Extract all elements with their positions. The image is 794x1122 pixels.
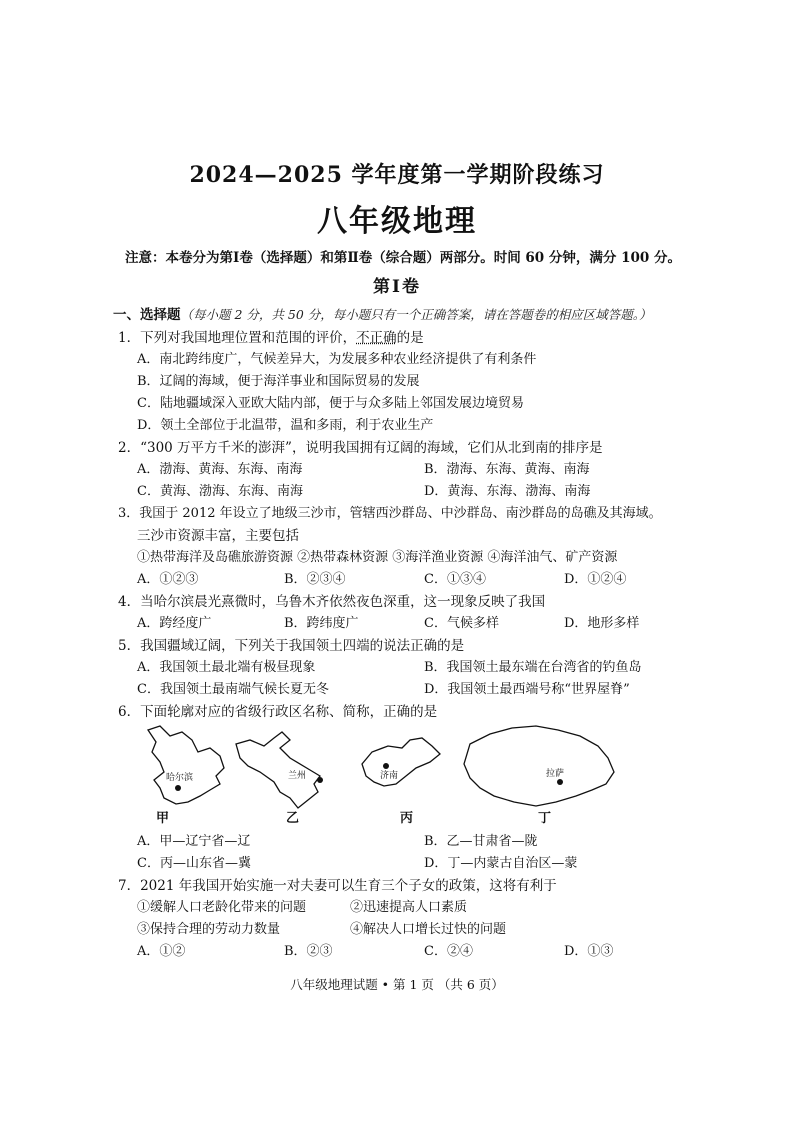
question-7-item: ②迅速提高人口素质 — [350, 900, 468, 915]
option: B．乙—甘肃省—陇 — [424, 834, 538, 849]
map-ding-outline — [464, 726, 614, 806]
map-jia-outline — [148, 726, 224, 804]
question-4-stem: 4．当哈尔滨晨光熹微时，乌鲁木齐依然夜色深重，这一现象反映了我国 — [118, 594, 546, 610]
option: C．①③④ — [424, 572, 486, 587]
map-yi-label: 乙 — [286, 811, 300, 826]
option: D．我国领土最西端号称“世界屋脊” — [424, 682, 630, 697]
option: C．陆地疆域深入亚欧大陆内部，便于与众多陆上邻国发展边境贸易 — [137, 396, 524, 411]
map-bing-label: 丙 — [400, 811, 414, 826]
emphasis: 不正确 — [356, 330, 397, 346]
option: B．辽阔的海域，便于海洋事业和国际贸易的发展 — [137, 374, 420, 389]
map-ding-label: 丁 — [538, 811, 552, 826]
map-bing-city: 济南 — [380, 770, 399, 780]
section-heading — [113, 303, 683, 323]
option: D．领土全部位于北温带，温和多雨，利于农业生产 — [137, 418, 434, 433]
question-7-item: ③保持合理的劳动力数量 — [137, 922, 281, 937]
option: B．渤海、东海、黄海、南海 — [424, 462, 590, 477]
option: B．我国领土最东端在台湾省的钓鱼岛 — [424, 660, 642, 675]
option: A．①②③ — [137, 572, 199, 587]
question-7-item: ①缓解人口老龄化带来的问题 — [137, 900, 307, 915]
question-5-stem: 5．我国疆域辽阔，下列关于我国领土四端的说法正确的是 — [118, 638, 465, 654]
option: A．跨经度广 — [137, 616, 212, 631]
map-jia-city: 哈尔滨 — [166, 772, 194, 782]
question-3-stem: 3．我国于 2012 年设立了地级三沙市，管辖西沙群岛、中沙群岛、南沙群岛的岛礁及其海域。 — [118, 506, 662, 521]
option: D．①③ — [564, 944, 614, 959]
map-yi-city: 兰州 — [288, 770, 307, 780]
question-2-stem: 2．“300 万平方千米的澎湃”，说明我国拥有辽阔的海域，它们从北到南的排序是 — [118, 440, 603, 456]
option: B．跨纬度广 — [284, 616, 359, 631]
exam-title: 2024—2025 学年度第一学期阶段练习 — [189, 162, 605, 188]
option: A．①② — [137, 944, 186, 959]
option: D．①②④ — [564, 572, 627, 587]
option: A．我国领土最北端有极昼现象 — [137, 660, 316, 675]
option: C．②④ — [424, 944, 473, 959]
option: C．丙—山东省—冀 — [137, 856, 251, 871]
exam-notice: 注意：本卷分为第Ⅰ卷（选择题）和第Ⅱ卷（综合题）两部分。时间 60 分钟，满分 100 分。 — [125, 250, 681, 266]
option: D．地形多样 — [564, 616, 640, 631]
question-3-items: ①热带海洋及岛礁旅游资源 ②热带森林资源 ③海洋渔业资源 ④海洋油气、矿产资源 — [137, 550, 618, 565]
city-marker — [557, 779, 563, 785]
city-marker — [383, 763, 389, 769]
question-3-stem-cont: 三沙市资源丰富，主要包括 — [137, 528, 299, 544]
option: A．甲—辽宁省—辽 — [137, 834, 251, 849]
option: A．南北跨纬度广，气候差异大，为发展多种农业经济提供了有利条件 — [137, 352, 537, 367]
map-jia-label: 甲 — [156, 811, 170, 826]
option: D．黄海、东海、渤海、南海 — [424, 484, 591, 499]
question-7-item: ④解决人口增长过快的问题 — [350, 922, 507, 937]
city-marker — [175, 785, 181, 791]
option: C．我国领土最南端气候长夏无冬 — [137, 682, 329, 697]
map-bing-outline — [362, 738, 440, 786]
option: D．丁—内蒙古自治区—蒙 — [424, 856, 578, 871]
volume-heading: 第Ⅰ卷 — [373, 277, 421, 297]
map-ding-city: 拉萨 — [546, 768, 565, 778]
option: A．渤海、黄海、东海、南海 — [137, 462, 303, 477]
section-title: 一、选择题 — [113, 307, 181, 323]
province-outline-maps — [140, 718, 620, 826]
exam-subject: 八年级地理 — [317, 204, 477, 239]
option: B．②③④ — [284, 572, 346, 587]
question-7-stem: 7．2021 年我国开始实施一对夫妻可以生育三个子女的政策，这将有利于 — [118, 878, 557, 894]
option: C．黄海、渤海、东海、南海 — [137, 484, 303, 499]
option: C．气候多样 — [424, 616, 499, 631]
page-footer: 八年级地理试题 • 第 1 页 （共 6 页） — [290, 977, 504, 992]
question-6-stem: 6．下面轮廓对应的省级行政区名称、简称，正确的是 — [118, 704, 438, 720]
map-yi-outline — [236, 732, 320, 808]
section-instructions: （每小题 2 分，共 50 分，每小题只有一个正确答案，请在答题卷的相应区域答题。） — [180, 307, 652, 322]
question-1-stem: 1．下列对我国地理位置和范围的评价，不正确的是 — [118, 330, 424, 346]
option: B．②③ — [284, 944, 333, 959]
city-marker — [317, 777, 323, 783]
